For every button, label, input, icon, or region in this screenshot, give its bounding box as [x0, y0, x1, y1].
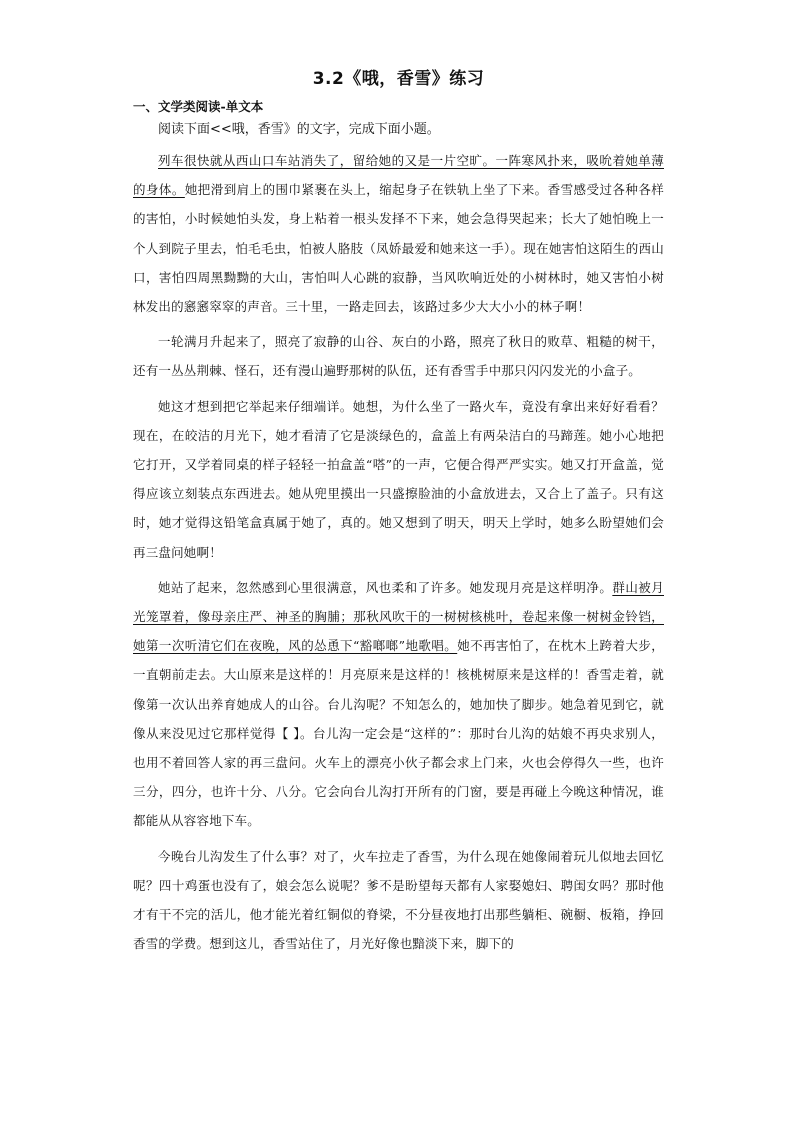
paragraph-5 [133, 842, 664, 959]
paragraph-text: 今晚台儿沟发生了什么事？对了，火车拉走了香雪，为什么现在她像闹着玩儿似地去回忆呢？四十鸡蛋也没有了，娘会怎么说呢？爹不是盼望每天都有人家娶媳妇、聘闺女吗？那时他才有干不完的活儿，他才能光着红铜似的脊梁，不分昼夜地打出那些躺柜、碗橱、板箱，挣回香雪的学费。想到这儿，香雪站住了，月光好像也黯淡下来，脚下的 [133, 848, 664, 952]
page-title: 3.2《哦，香雪》练习 [312, 69, 485, 89]
paragraph-3 [133, 392, 664, 567]
paragraph-text: 她把滑到肩上的围巾紧裹在头上，缩起身子在铁轨上坐了下来。香雪感受过各种各样的害怕，小时候她怕头发，身上粘着一根头发择不下来，她会急得哭起来；长大了她怕晚上一个人到院子里去，怕毛毛虫，怕被人胳肢（凤娇最爱和她来这一手）。现在她害怕这陌生的西山口，害怕四周黑黝黝的大山，害怕叫人心跳的寂静，当风吹响近处的小树林时，她又害怕小树林发出的窸窸窣窣的声音。三十里，一路走回去，该路过多少大大小小的林子啊！ [133, 182, 664, 315]
paragraph-4 [133, 573, 664, 836]
paragraph-text: 她不再害怕了，在枕木上跨着大步，一直朝前走去。大山原来是这样的！月亮原来是这样的！核桃树原来是这样的！香雪走着，就像第一次认出养育她成人的山谷。台儿沟呢？不知怎么的，她加快了脚步。她急着见到它，就像从来没见过它那样觉得【 】。台儿沟一定会是“这样的”：那时台儿沟的姑娘不再央求别人，也用不着回答人家的再三盘问。火车上的漂亮小伙子都会求上门来，火也会停得久一些，也许三分，四分，也许十分、八分。它会向台儿沟打开所有的门窗，要是再碰上今晚这种情况，谁都能从从容容地下车。 [133, 638, 665, 829]
underlined-sentence: 列车很快就从西山口车站消失了，留给她的又是一片空旷。一阵寒风扑来，吸吮着她单薄的身体。 [133, 153, 664, 198]
reading-instruction: 阅读下面<<哦，香雪》的文字，完成下面小题。 [158, 122, 440, 137]
paragraph-text: 她这才想到把它举起来仔细端详。她想，为什么坐了一路火车，竟没有拿出来好好看看？现在，在皎洁的月光下，她才看清了它是淡绿色的，盒盖上有两朵洁白的马蹄莲。她小心地把它打开，又学着同桌的样子轻轻一拍盒盖“嗒”的一声，它便合得严严实实。她又打开盒盖，觉得应该立刻装点东西进去。她从兜里摸出一只盛擦脸油的小盒放进去，又合上了盖子。只有这时，她才觉得这铅笔盒真属于她了，真的。她又想到了明天，明天上学时，她多么盼望她们会再三盘问她啊！ [133, 398, 664, 560]
section-heading: 一、文学类阅读-单文本 [133, 99, 264, 114]
paragraph-1 [133, 146, 664, 321]
paragraph-text: 她站了起来，忽然感到心里很满意，风也柔和了许多。她发现月亮是这样明净。 [158, 579, 613, 595]
underlined-sentence: 群山被月光笼罩着，像母亲庄严、神圣的胸脯；那秋风吹干的一树树核桃叶，卷起来像一树树金铃铛，她第一次听清它们在夜晚，风的怂恿下“豁啷啷”地歌唱。 [133, 579, 664, 654]
paragraph-text: 一轮满月升起来了，照亮了寂静的山谷、灰白的小路，照亮了秋日的败草、粗糙的树干，还有一丛丛荆棘、怪石，还有漫山遍野那树的队伍，还有香雪手中那只闪闪发光的小盒子。 [133, 334, 664, 379]
paragraph-2 [133, 327, 664, 385]
